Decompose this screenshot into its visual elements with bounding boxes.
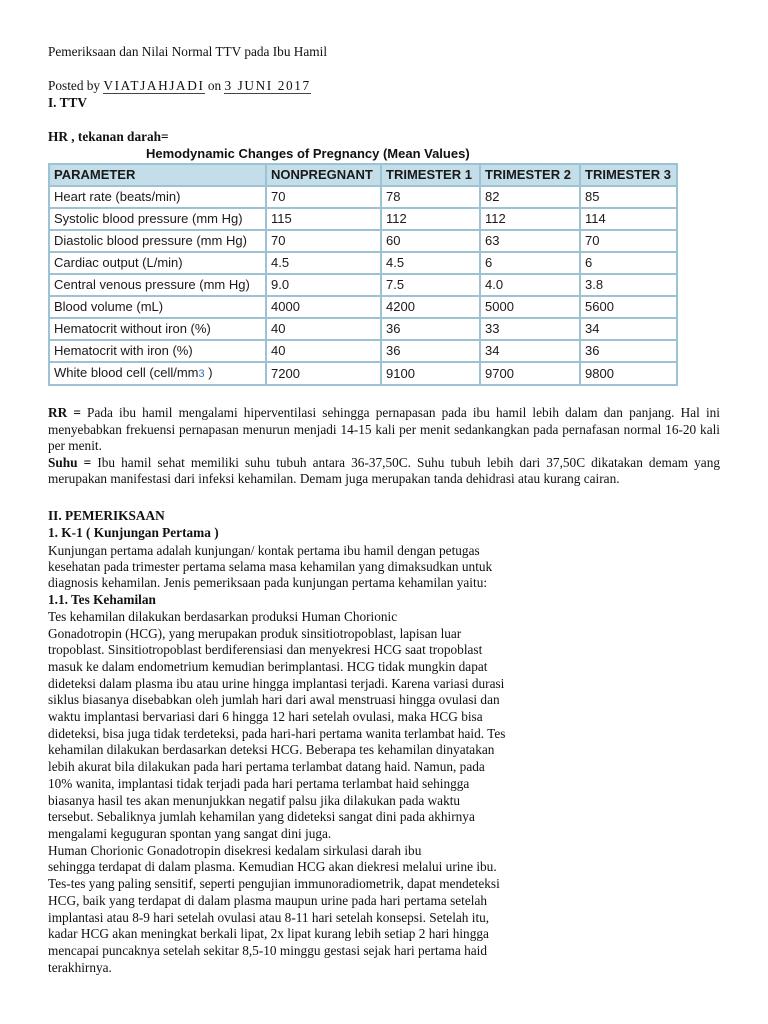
- table-cell: Central venous pressure (mm Hg): [49, 274, 266, 296]
- table-cell: 34: [480, 340, 580, 362]
- tes-line: terakhirnya.: [48, 960, 112, 975]
- post-meta: [48, 78, 311, 95]
- tes-line: HCG, baik yang terdapat di dalam plasma maupun urine pada hari pertama setelah: [48, 893, 488, 908]
- posted-by-label: Posted by: [48, 78, 101, 93]
- tes-line: implantasi atau 8-9 hari setelah ovulasi atau 8-11 hari setelah konsepsi. Setelah itu,: [48, 910, 490, 925]
- k1-line: Kunjungan pertama adalah kunjungan/ kontak pertama ibu hamil dengan petugas: [48, 543, 480, 558]
- document-title: Pemeriksaan dan Nilai Normal TTV pada Ibu Hamil: [48, 44, 328, 59]
- table-cell: 63: [480, 230, 580, 252]
- k1-line: diagnosis kehamilan. Jenis pemeriksaan pada kunjungan pertama kehamilan yaitu:: [48, 575, 488, 590]
- table-cell: 6: [480, 252, 580, 274]
- table-row: [49, 296, 677, 318]
- table-cell: 85: [580, 186, 677, 208]
- table-row: [49, 208, 677, 230]
- table-cell: 4.5: [381, 252, 480, 274]
- table-cell: 112: [381, 208, 480, 230]
- table-cell: Cardiac output (L/min): [49, 252, 266, 274]
- table-cell: 9800: [580, 362, 677, 385]
- table-row: [49, 274, 677, 296]
- table-cell: 3.8: [580, 274, 677, 296]
- table-cell: 9.0: [266, 274, 381, 296]
- section-ttv-heading: I. TTV: [48, 95, 87, 110]
- table-cell: 4.5: [266, 252, 381, 274]
- header-cell: TRIMESTER 1: [381, 164, 480, 186]
- tes-line: Gonadotropin (HCG), yang merupakan produk sinsitiotropoblast, lapisan luar: [48, 626, 462, 641]
- tes-line: Human Chorionic Gonadotropin disekresi kedalam sirkulasi darah ibu: [48, 843, 422, 858]
- wbc-label: White blood cell (cell/mm: [54, 365, 199, 380]
- table-cell: 9100: [381, 362, 480, 385]
- table-cell: 4.0: [480, 274, 580, 296]
- wbc-close: ): [204, 365, 213, 380]
- section-pemeriksaan-heading: II. PEMERIKSAAN: [48, 508, 165, 523]
- table-cell-wbc: [49, 362, 266, 385]
- table-row: [49, 318, 677, 340]
- author-link[interactable]: VIATJAHJADI: [103, 78, 205, 93]
- table-cell: Diastolic blood pressure (mm Hg): [49, 230, 266, 252]
- tes-line: tersebut. Sebaliknya jumlah kehamilan yang dideteksi sangat dini pada akhirnya: [48, 809, 475, 824]
- table-cell: 36: [381, 340, 480, 362]
- rr-paragraph: [48, 405, 720, 455]
- table-cell: Heart rate (beats/min): [49, 186, 266, 208]
- table-row: [49, 252, 677, 274]
- table-cell: Blood volume (mL): [49, 296, 266, 318]
- table-cell: 36: [381, 318, 480, 340]
- table-row: [49, 230, 677, 252]
- rr-label: RR =: [48, 405, 81, 420]
- hemodynamic-table-figure: [48, 146, 680, 386]
- hemodynamic-table: [48, 163, 678, 386]
- tes-heading: 1.1. Tes Kehamilan: [48, 592, 156, 607]
- header-cell: PARAMETER: [49, 164, 266, 186]
- table-cell: 40: [266, 318, 381, 340]
- tes-line: waktu implantasi bervariasi dari 6 hingga 12 hari setelah ovulasi, maka HCG bisa: [48, 709, 483, 724]
- on-label: on: [207, 78, 222, 93]
- table-row: [49, 340, 677, 362]
- table-cell: 60: [381, 230, 480, 252]
- table-cell: 6: [580, 252, 677, 274]
- table-title: Hemodynamic Changes of Pregnancy (Mean Values): [146, 146, 470, 161]
- table-row: [49, 362, 677, 385]
- table-cell: 5000: [480, 296, 580, 318]
- table-cell: 78: [381, 186, 480, 208]
- table-cell: 70: [580, 230, 677, 252]
- table-cell: Systolic blood pressure (mm Hg): [49, 208, 266, 230]
- header-cell: TRIMESTER 2: [480, 164, 580, 186]
- table-cell: 7.5: [381, 274, 480, 296]
- tes-line: kehamilan dilakukan berdasarkan deteksi HCG. Beberapa tes kehamilan dinyatakan: [48, 742, 495, 757]
- tes-line: siklus biasanya disebabkan oleh jumlah hari dari awal menstruasi hingga ovulasi dan: [48, 692, 500, 707]
- tes-line: biasanya hasil tes akan menunjukkan negatif palsu jika dilakukan pada waktu: [48, 793, 461, 808]
- header-cell: NONPREGNANT: [266, 164, 381, 186]
- body-text: [48, 405, 720, 488]
- tes-line: Tes kehamilan dilakukan berdasarkan produksi Human Chorionic: [48, 609, 398, 624]
- table-cell: 114: [580, 208, 677, 230]
- rr-text: Pada ibu hamil mengalami hiperventilasi sehingga pernapasan pada ibu hamil lebih dalam dan panjang. Hal ini menyebabkan frekuensi pernapasan menurun menjadi 14-15 kali per menit sedankangkan pada pernafasan normal 16-20 kali per menit.: [48, 405, 720, 454]
- header-cell: TRIMESTER 3: [580, 164, 677, 186]
- tes-line: tropoblast. Sinsitiotropoblast berdiferensiasi dan menyekresi HCG saat tropoblast: [48, 642, 483, 657]
- table-cell: 82: [480, 186, 580, 208]
- table-cell: Hematocrit with iron (%): [49, 340, 266, 362]
- suhu-text: Ibu hamil sehat memiliki suhu tubuh antara 36-37,50C. Suhu tubuh lebih dari 37,50C dikatakan demam yang merupakan manifestasi dari infeksi kehamilan. Demam juga merupakan tanda dehidrasi atau kurang cairan.: [48, 454, 720, 487]
- tes-line: dideteksi, bisa juga tidak terdeteksi, pada hari-hari pertama wanita terlambat haid. Tes: [48, 726, 506, 741]
- table-cell: 34: [580, 318, 677, 340]
- table-cell: 70: [266, 186, 381, 208]
- hr-heading: HR , tekanan darah=: [48, 129, 169, 144]
- date-link[interactable]: 3 JUNI 2017: [224, 78, 311, 93]
- tes-line: mencapai puncaknya setelah sekitar 8,5-10 minggu gestasi sejak hari pertama haid: [48, 943, 488, 958]
- table-cell: 112: [480, 208, 580, 230]
- table-cell: 4000: [266, 296, 381, 318]
- tes-line: sehingga terdapat di dalam plasma. Kemudian HCG akan diekresi melalui urine ibu.: [48, 859, 497, 874]
- table-cell: 70: [266, 230, 381, 252]
- tes-line: 10% wanita, implantasi tidak terjadi pada hari pertama terlambat haid sehingga: [48, 776, 470, 791]
- suhu-paragraph: [48, 455, 720, 488]
- table-cell: 40: [266, 340, 381, 362]
- table-cell: 7200: [266, 362, 381, 385]
- table-header-row: [49, 164, 677, 186]
- tes-line: lebih akurat bila dilakukan pada hari pertama terlambat datang haid. Namun, pada: [48, 759, 485, 774]
- table-cell: 33: [480, 318, 580, 340]
- tes-line: kadar HCG akan meningkat berkali lipat, 2x lipat kurang lebih setiap 2 hari hingga: [48, 926, 489, 941]
- tes-line: masuk ke dalam endometrium kemudian berimplantasi. HCG tidak mungkin dapat: [48, 659, 488, 674]
- table-cell: Hematocrit without iron (%): [49, 318, 266, 340]
- table-row: [49, 186, 677, 208]
- tes-line: Tes-tes yang paling sensitif, seperti pengujian immunoradiometrik, dapat mendeteksi: [48, 876, 500, 891]
- k1-heading: 1. K-1 ( Kunjungan Pertama ): [48, 525, 219, 540]
- table-cell: 5600: [580, 296, 677, 318]
- table-cell: 9700: [480, 362, 580, 385]
- table-cell: 115: [266, 208, 381, 230]
- tes-line: mengalami keguguran spontan yang sangat dini juga.: [48, 826, 332, 841]
- table-cell: 36: [580, 340, 677, 362]
- wbc-superscript: 3: [198, 368, 205, 380]
- tes-line: dideteksi dalam plasma ibu atau urine hingga implantasi terjadi. Karena variasi durasi: [48, 676, 505, 691]
- suhu-label: Suhu =: [48, 454, 92, 470]
- k1-line: kesehatan pada trimester pertama selama masa kehamilan yang dimaksudkan untuk: [48, 559, 493, 574]
- table-cell: 4200: [381, 296, 480, 318]
